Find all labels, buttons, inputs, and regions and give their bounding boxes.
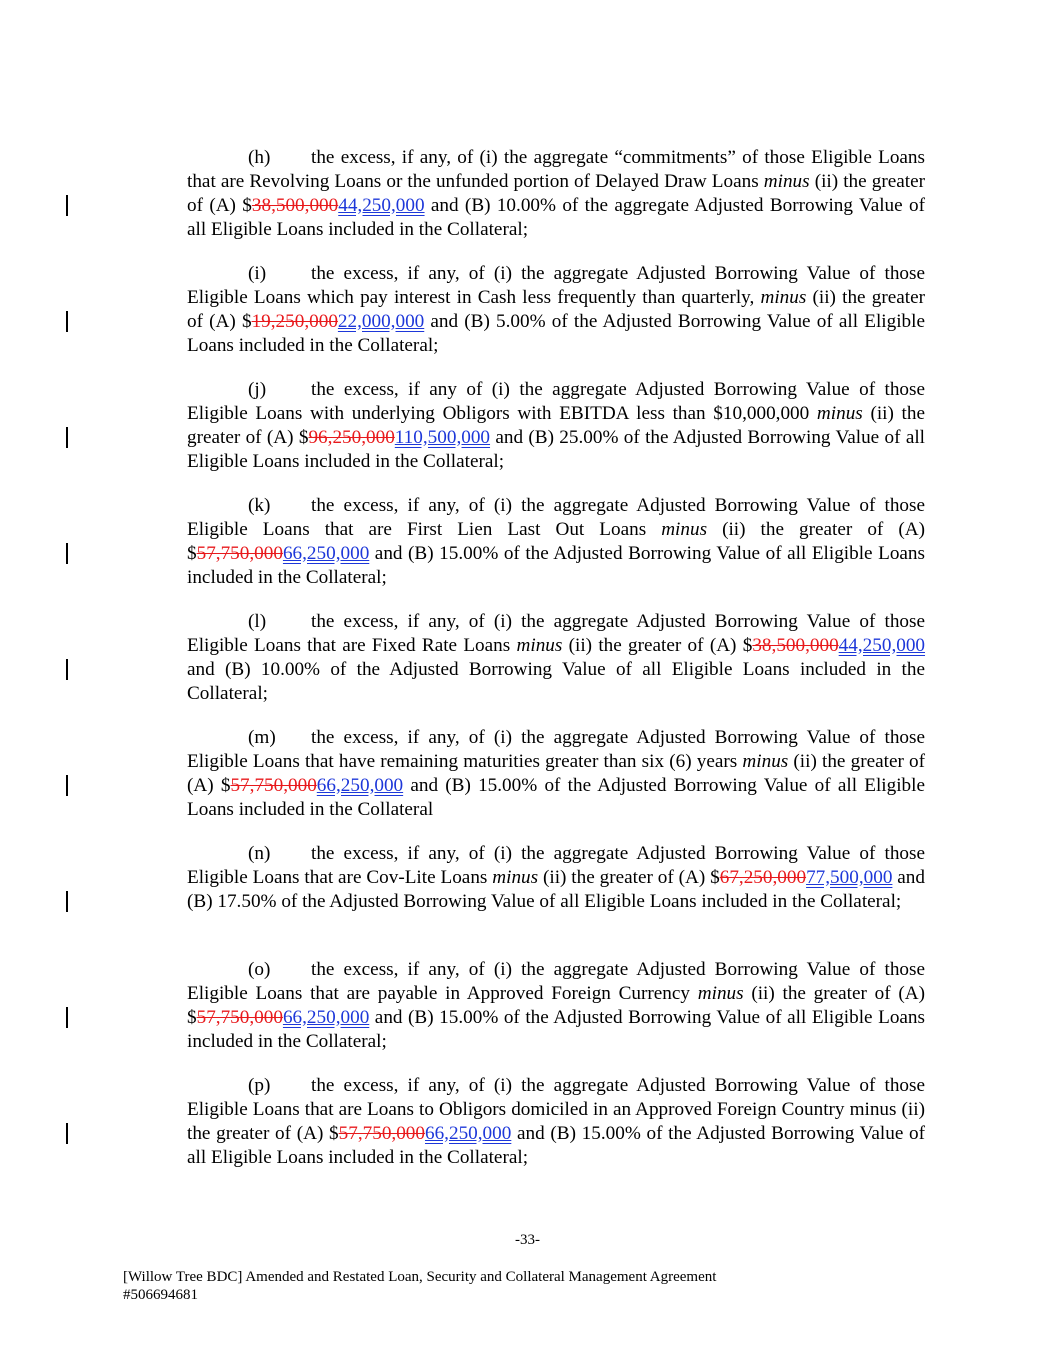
inserted-amount: 22,000,000 <box>337 311 425 332</box>
deleted-amount: 67,250,000 <box>719 867 807 888</box>
clause-label: (m) <box>248 727 276 748</box>
clause-label: (j) <box>248 379 267 400</box>
change-bar <box>66 659 68 680</box>
footer-title: [Willow Tree BDC] Amended and Restated Loan, Security and Collateral Management Agreement <box>123 1269 717 1285</box>
clause-m: (m) the excess, if any, of (i) the aggregate Adjusted Borrowing Value of those Eligible Loans that have remaining maturities greater than six (6) years minus (ii) the greater of (A) $57,750,00066,250,000 and (B) 15.00% of the Adjusted Borrowing Value of all Eligible Loans included in the Collateral <box>187 727 925 820</box>
change-bar <box>66 427 68 448</box>
clause-label: (h) <box>248 147 271 168</box>
page-number: -33- <box>515 1232 540 1248</box>
deleted-amount: 57,750,000 <box>196 1007 283 1028</box>
clause-label: (i) <box>248 263 267 284</box>
change-bar <box>66 543 68 564</box>
clause-i: (i) the excess, if any, of (i) the aggregate Adjusted Borrowing Value of those Eligible Loans which pay interest in Cash less frequently than quarterly, minus (ii) the greater of (A) $19,250,00022,000,000 and (B) 5.00% of the Adjusted Borrowing Value of all Eligible Loans included in the Collateral; <box>187 263 925 356</box>
deleted-amount: 38,500,000 <box>251 195 339 216</box>
inserted-amount: 77,500,000 <box>806 867 893 888</box>
document-footer <box>123 1268 716 1304</box>
change-bar <box>66 1007 68 1028</box>
clause-h: (h) the excess, if any, of (i) the aggregate “commitments” of those Eligible Loans that are Revolving Loans or the unfunded portion of Delayed Draw Loans minus (ii) the greater of (A) $38,500,00044,250,000 and (B) 10.00% of the aggregate Adjusted Borrowing Value of all Eligible Loans included in the Collateral; <box>187 147 925 240</box>
inserted-amount: 66,250,000 <box>282 1007 370 1028</box>
clause-n: (n) the excess, if any, of (i) the aggregate Adjusted Borrowing Value of those Eligible Loans that are Cov-Lite Loans minus (ii) the greater of (A) $67,250,00077,500,000 and (B) 17.50% of the Adjusted Borrowing Value of all Eligible Loans included in the Collateral; <box>187 843 925 912</box>
clause-j: (j) the excess, if any of (i) the aggregate Adjusted Borrowing Value of those Eligible Loans with underlying Obligors with EBITDA less than $10,000,000 minus (ii) the greater of (A) $96,250,000110,500,000 and (B) 25.00% of the Adjusted Borrowing Value of all Eligible Loans included in the Collateral; <box>187 379 926 472</box>
inserted-amount: 66,250,000 <box>424 1123 512 1144</box>
deleted-amount: 38,500,000 <box>752 635 839 656</box>
clause-label: (p) <box>248 1075 271 1096</box>
inserted-amount: 44,250,000 <box>338 195 425 216</box>
footer-doc-id: #506694681 <box>123 1287 198 1303</box>
clause-label: (k) <box>248 495 271 516</box>
clause-label: (l) <box>248 611 267 632</box>
change-bar <box>66 775 68 796</box>
deleted-amount: 57,750,000 <box>338 1123 425 1144</box>
clause-o: (o) the excess, if any, of (i) the aggregate Adjusted Borrowing Value of those Eligible Loans that are payable in Approved Foreign Currency minus (ii) the greater of (A) $57,750,00066,250,000 and (B) 15.00% of the Adjusted Borrowing Value of all Eligible Loans included in the Collateral; <box>187 959 925 1052</box>
change-bar <box>66 1123 68 1144</box>
deleted-amount: 96,250,000 <box>308 427 395 448</box>
inserted-amount: 110,500,000 <box>394 427 491 448</box>
change-bar <box>66 311 68 332</box>
inserted-amount: 66,250,000 <box>316 775 404 796</box>
deleted-amount: 57,750,000 <box>196 543 283 564</box>
clause-label: (n) <box>248 843 271 864</box>
deleted-amount: 19,250,000 <box>251 311 338 332</box>
inserted-amount: 44,250,000 <box>838 635 926 656</box>
clause-l: (l) the excess, if any, of (i) the aggregate Adjusted Borrowing Value of those Eligible Loans that are Fixed Rate Loans minus (ii) the greater of (A) $38,500,00044,250,000 and (B) 10.00% of the Adjusted Borrowing Value of all Eligible Loans included in the Collateral; <box>187 611 926 704</box>
clause-p: (p) the excess, if any, of (i) the aggregate Adjusted Borrowing Value of those Eligible Loans that are Loans to Obligors domiciled in an Approved Foreign Country minus (ii) the greater of (A) $57,750,00066,250,000 and (B) 15.00% of the Adjusted Borrowing Value of all Eligible Loans included in the Collateral; <box>187 1075 925 1168</box>
change-bar <box>66 891 68 912</box>
deleted-amount: 57,750,000 <box>230 775 317 796</box>
inserted-amount: 66,250,000 <box>282 543 370 564</box>
clause-k: (k) the excess, if any, of (i) the aggregate Adjusted Borrowing Value of those Eligible Loans that are First Lien Last Out Loans minus (ii) the greater of (A) $57,750,00066,250,000 and (B) 15.00% of the Adjusted Borrowing Value of all Eligible Loans included in the Collateral; <box>187 495 925 588</box>
clause-label: (o) <box>248 959 271 980</box>
change-bar <box>66 195 68 216</box>
